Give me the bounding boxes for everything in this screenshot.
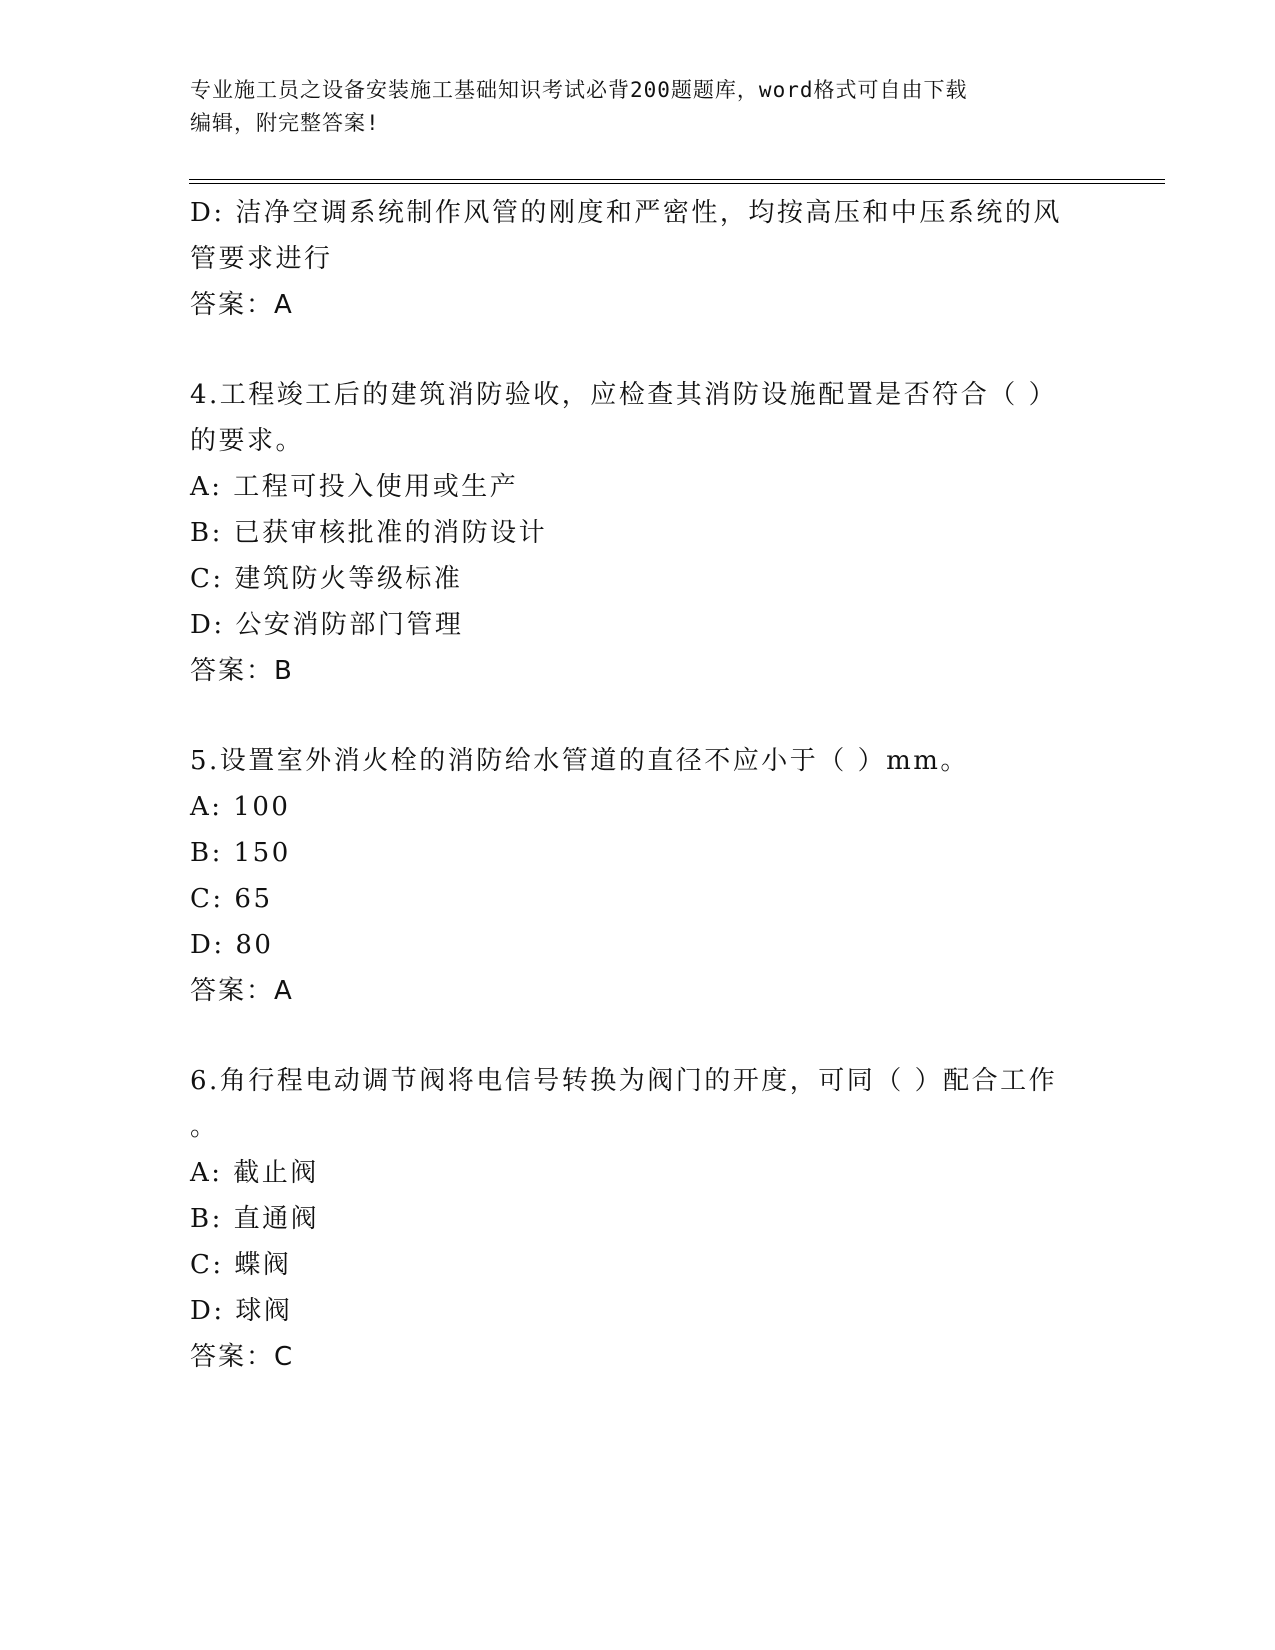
option-b: B: 已获审核批准的消防设计: [190, 518, 548, 548]
question-stem-line-2: 。: [190, 1112, 219, 1142]
question-stem-line-1: 4.工程竣工后的建筑消防验收，应检查其消防设施配置是否符合（ ）: [190, 380, 1058, 410]
option-d: D: 80: [190, 930, 274, 960]
option-b: B: 直通阀: [190, 1204, 320, 1234]
option-d-line-2: 管要求进行: [190, 244, 333, 274]
question-gap: [190, 1014, 1090, 1058]
option-b: B: 150: [190, 838, 291, 868]
header-divider-top: [189, 179, 1165, 180]
question-gap: [190, 328, 1090, 372]
option-c: C: 蝶阀: [190, 1250, 292, 1280]
header-title-line-2: 编辑，附完整答案!: [190, 111, 380, 135]
option-d: D: 球阀: [190, 1296, 293, 1326]
question-stem-line-1: 6.角行程电动调节阀将电信号转换为阀门的开度，可同（ ）配合工作: [190, 1066, 1058, 1096]
answer-line: 答案：C: [190, 1342, 295, 1372]
option-a: A: 100: [190, 792, 291, 822]
question-6: [190, 1058, 1090, 1380]
answer-line: 答案：A: [190, 290, 294, 320]
option-c: C: 65: [190, 884, 273, 914]
question-stem-line-1: 5.设置室外消火栓的消防给水管道的直径不应小于（ ）mm。: [190, 746, 969, 776]
option-c: C: 建筑防火等级标准: [190, 564, 463, 594]
document-header: [190, 74, 1090, 140]
question-stem-line-2: 的要求。: [190, 426, 305, 456]
answer-line: 答案：B: [190, 656, 294, 686]
header-divider-bottom: [189, 183, 1165, 184]
option-d-line-1: D: 洁净空调系统制作风管的刚度和严密性，均按高压和中压系统的风: [190, 198, 1062, 228]
question-4: [190, 372, 1090, 694]
option-d: D: 公安消防部门管理: [190, 610, 464, 640]
question-list: [190, 190, 1090, 1380]
option-a: A: 截止阀: [190, 1158, 319, 1188]
answer-line: 答案：A: [190, 976, 294, 1006]
question-5: [190, 738, 1090, 1014]
option-a: A: 工程可投入使用或生产: [190, 472, 519, 502]
header-title-line-1: 专业施工员之设备安装施工基础知识考试必背200题题库，word格式可自由下载: [190, 78, 968, 102]
question-3-continuation: [190, 190, 1090, 328]
question-gap: [190, 694, 1090, 738]
